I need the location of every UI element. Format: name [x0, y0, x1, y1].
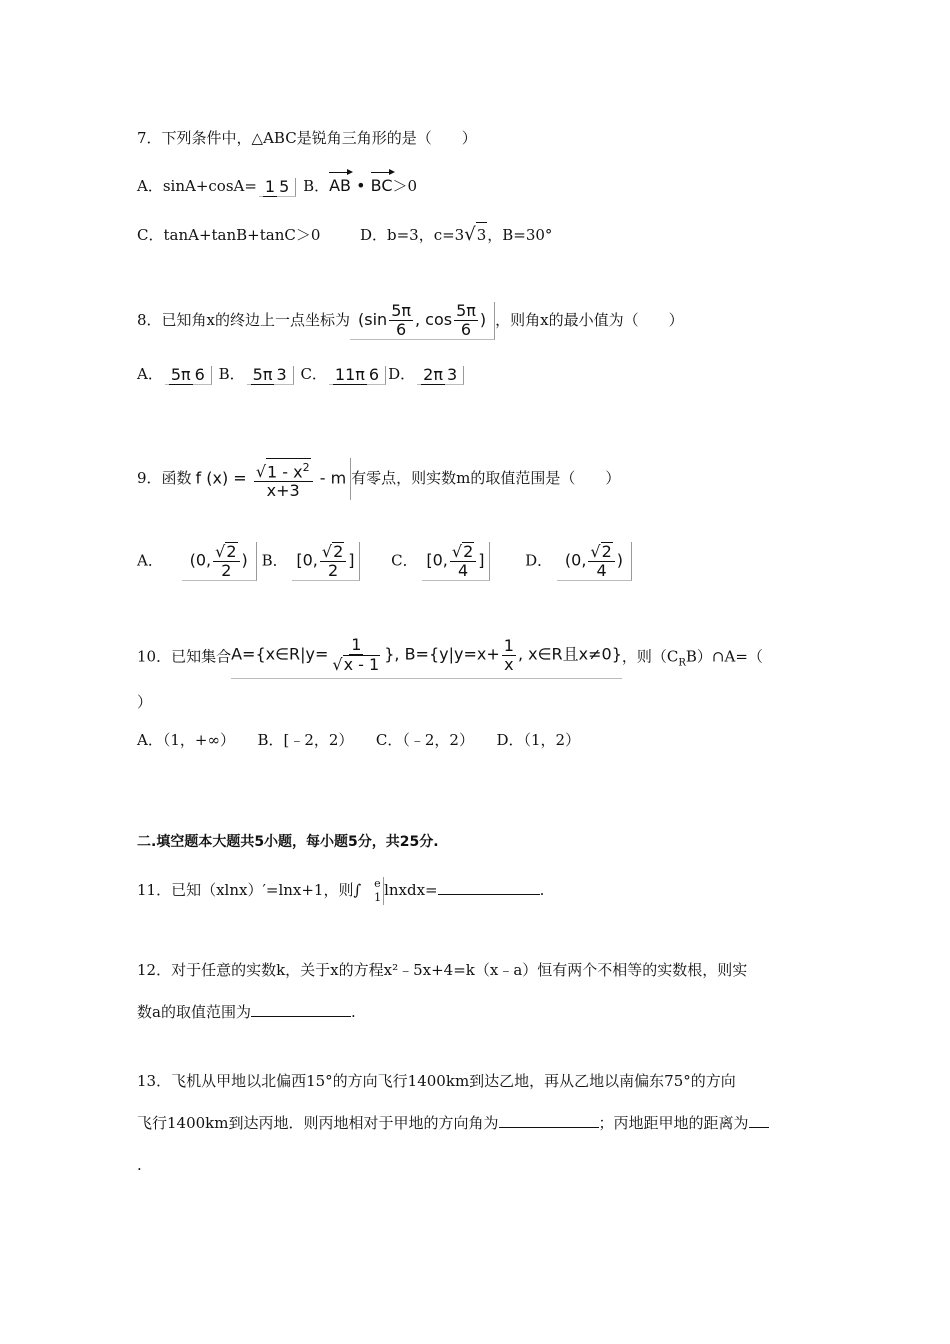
q7-option-a-fraction [259, 178, 296, 197]
q13-line1: 13．飞机从甲地以北偏西15°的方向飞行1400km到达乙地，再从乙地以南偏东75°的方向 [137, 1072, 736, 1090]
q7-option-b-expr [329, 176, 392, 195]
q9-d-right: ) [616, 550, 624, 570]
q8-f2-num: 5π [456, 301, 476, 320]
q8-option-d [417, 366, 464, 385]
q7-a-den: 5 [279, 176, 290, 196]
q8-f2-den: 6 [460, 320, 472, 339]
q9-option-b-label: B． [261, 551, 288, 570]
q8-option-c-label: C． [300, 365, 327, 383]
q9-stem [137, 458, 620, 500]
q7-d-rad: 3 [476, 222, 488, 247]
q13-line2-prefix: 飞行1400km到达丙地．则丙地相对于甲地的方向角为 [137, 1114, 499, 1132]
q7-option-d-sqrt: √ 3 [464, 224, 487, 245]
dot-operator: • [356, 176, 366, 195]
q9-option-c-label: C． [391, 551, 418, 570]
q8-sin: (sin [358, 310, 388, 329]
q11-limits [374, 877, 384, 905]
q9-function [192, 458, 352, 500]
q9-den: x+3 [266, 481, 300, 501]
q8-cos: , cos [415, 310, 453, 329]
q13-line2 [137, 1111, 769, 1135]
q7-a-num: 1 [264, 176, 276, 196]
q10-setA-close: }, [384, 644, 400, 664]
q11-prefix: 11．已知（xlnx）′=lnx+1，则∫ [137, 881, 362, 899]
q9-num-rad: 1 - x [267, 462, 303, 482]
q7-option-b-prefix: B． [303, 177, 330, 195]
q8-option-a [165, 366, 212, 385]
q9-option-d-label: D． [525, 551, 553, 570]
q8-options [137, 362, 466, 386]
q8-option-c [329, 366, 386, 385]
q10-line2: ） [137, 693, 153, 711]
q8-option-a-label: A． [137, 365, 163, 383]
q11-end: . [539, 881, 545, 899]
q7-option-c: C．tanA+tanB+tanC＞0 [137, 226, 321, 244]
q9-options [137, 542, 632, 581]
q9-b-left: [0, [296, 550, 318, 570]
q8-stem [137, 302, 684, 340]
q8-c-den: 6 [368, 364, 380, 384]
q9-stem-suffix: 有零点，则实数m的取值范围是（ ） [351, 469, 621, 488]
q8-stem-prefix: 8．已知角x的终边上一点坐标为 [137, 311, 351, 329]
q11-integrand: lnxdx= [384, 881, 438, 899]
vector-bc: BC [371, 170, 393, 198]
q8-option-b [247, 366, 294, 385]
q8-d-num: 2π [423, 364, 443, 384]
q8-b-num: 5π [252, 364, 273, 384]
q10-stem-prefix: 10．已知集合 [137, 647, 232, 666]
vector-ab: AB [329, 170, 351, 198]
q9-num-sup: 2 [302, 461, 310, 474]
q9-option-a: (0, √ 2 2 ) [182, 542, 257, 581]
q10-setB-num: 1 [503, 635, 514, 655]
q11 [137, 877, 544, 905]
q10-sets: A={x∈R|y= 1 √ x - 1 }, B={y|y=x+ $\frac{1}{x}$ , x∈R且x≠0} [231, 636, 622, 679]
q12-line2 [137, 1000, 356, 1024]
q11-upper: e [374, 877, 381, 890]
q9-d-den: 4 [596, 561, 607, 580]
q13-line2-mid: ；丙地距甲地的距离为 [598, 1114, 749, 1132]
q9-a-left: (0, [189, 550, 212, 570]
q10-stem-tail: B）∩A=（ [685, 647, 763, 666]
q7-option-d-prefix: D．b=3，c=3 [359, 226, 465, 244]
q12-end: . [350, 1003, 356, 1021]
q9-c-right: ] [478, 550, 485, 570]
q9-d-rad: 2 [601, 542, 612, 561]
q7-options-row2 [137, 222, 552, 247]
q9-b-rad: 2 [333, 542, 344, 561]
q10-setA-den: x - 1 [343, 655, 380, 674]
q9-c-den: 4 [457, 561, 469, 580]
q10-setB-prefix: B={y|y=x+ [404, 644, 500, 664]
q8-a-num: 5π [170, 364, 191, 384]
q11-answer-blank[interactable] [438, 878, 540, 895]
q10-stem [137, 636, 763, 679]
q8-frac2 [454, 302, 478, 339]
q9-option-d: (0, √ 2 4 ) [557, 542, 632, 581]
q9-option-b: [0, √ 2 2 ] [292, 542, 359, 581]
q7-options-row1 [137, 170, 417, 198]
q9-c-rad: 2 [463, 542, 474, 561]
q9-stem-prefix: 9．函数 [137, 469, 192, 488]
q7-option-d-suffix: ，B=30° [487, 226, 553, 244]
q8-c-num: 11π [334, 364, 365, 384]
q13-answer-blank-1[interactable] [499, 1111, 599, 1128]
q13-answer-blank-2[interactable] [749, 1111, 769, 1128]
q10-options: A．（1，+∞） B．[﹣2，2） C．（﹣2，2） D．（1，2） [137, 731, 581, 749]
q8-close: ) [479, 310, 487, 329]
q8-f1-num: 5π [391, 301, 411, 320]
q9-function-fraction [254, 458, 313, 500]
q9-a-right: ) [241, 550, 248, 570]
q8-point-coordinates [350, 302, 495, 340]
q11-lower: 1 [374, 891, 382, 904]
q9-c-left: [0, [426, 550, 448, 570]
q9-num: √ $1 - x^2$ [254, 458, 313, 482]
q10-setA-prefix: A={x∈R|y= [231, 644, 329, 664]
q12-line2-prefix: 数a的取值范围为 [137, 1003, 251, 1021]
q12-line1: 12．对于任意的实数k，关于x的方程x²﹣5x+4=k（x﹣a）恒有两个不相等的实数根，则实 [137, 961, 748, 979]
q8-frac1 [389, 302, 413, 339]
q12-answer-blank[interactable] [251, 1000, 351, 1017]
q9-d-left: (0, [564, 550, 587, 570]
q9-b-den: 2 [327, 561, 339, 580]
q9-option-a-label: A． [137, 551, 163, 570]
q8-option-b-label: B． [218, 365, 245, 383]
q9-option-c: [0, √ 2 4 ] [422, 542, 489, 581]
q10-setB-suffix: , x∈R且x≠0} [517, 644, 622, 664]
q7-stem: 7．下列条件中，△ABC是锐角三角形的是（ ） [137, 129, 477, 147]
section-heading: 二.填空题本大题共5小题，每小题5分，共25分. [137, 834, 439, 850]
q10-stem-suffix: ，则（C [621, 647, 679, 666]
q8-stem-suffix: ，则角x的最小值为（ ） [495, 311, 684, 329]
q9-b-right: ] [348, 550, 355, 570]
q9-func-label: f (x) = [195, 468, 247, 488]
q8-option-d-label: D． [388, 365, 416, 383]
q9-minus-m: - m [319, 468, 347, 488]
q13-line3: . [137, 1156, 142, 1174]
q7-option-a-prefix: A．sinA+cosA= [137, 177, 257, 195]
q8-b-den: 3 [276, 364, 287, 384]
q7-option-b-suffix: ＞0 [392, 177, 418, 195]
q8-f1-den: 6 [396, 320, 407, 339]
q9-a-rad: 2 [226, 542, 237, 561]
q10-setB-den: x [504, 654, 514, 674]
q8-d-den: 3 [446, 364, 458, 384]
q8-a-den: 6 [194, 364, 205, 384]
q9-a-den: 2 [221, 561, 232, 580]
q10-sub-r: R [678, 657, 686, 669]
q10-setA-num: 1 [351, 635, 362, 654]
